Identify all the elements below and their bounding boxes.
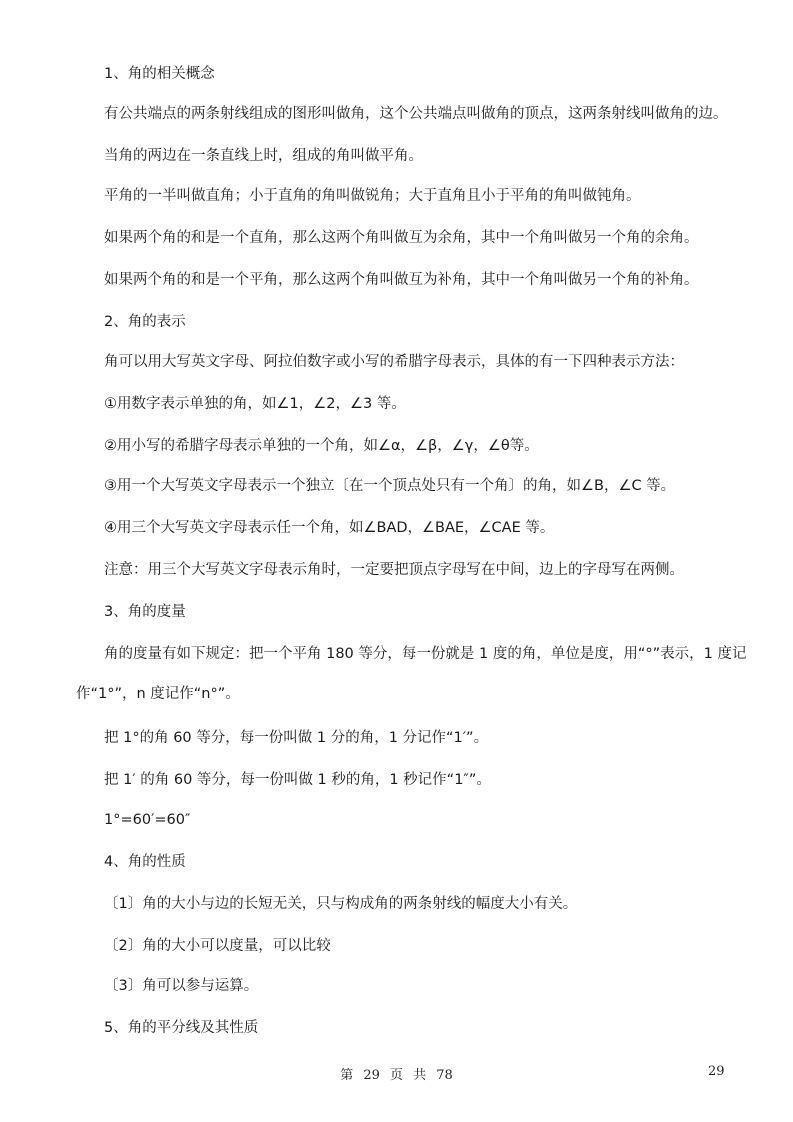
page-footer-label: 第 29 页 共 78 bbox=[340, 1068, 453, 1083]
paragraph-line: 作“1°”，n 度记作“n°”。 bbox=[76, 686, 240, 702]
heading-angle-notation: 2、角的表示 bbox=[104, 314, 186, 330]
list-item: ③用一个大写英文字母表示一个独立〔在一个顶点处只有一个角〕的角，如∠B，∠C 等。 bbox=[104, 478, 676, 494]
paragraph-line: 平角的一半叫做直角；小于直角的角叫做锐角；大于直角且小于平角的角叫做钝角。 bbox=[104, 188, 641, 204]
page-number: 29 bbox=[708, 1064, 725, 1079]
heading-angle-measure: 3、角的度量 bbox=[104, 604, 186, 620]
list-item: ②用小写的希腊字母表示单独的一个角，如∠α，∠β，∠γ，∠θ等。 bbox=[104, 438, 539, 454]
heading-angle-concepts: 1、角的相关概念 bbox=[104, 66, 215, 82]
paragraph-line: 有公共端点的两条射线组成的图形叫做角，这个公共端点叫做角的顶点，这两条射线叫做角的边。 bbox=[104, 106, 728, 122]
list-item: 〔2〕角的大小可以度量，可以比较 bbox=[104, 938, 331, 954]
list-item: ④用三个大写英文字母表示任一个角，如∠BAD，∠BAE，∠CAE 等。 bbox=[104, 520, 555, 536]
list-item: ①用数字表示单独的角，如∠1，∠2，∠3 等。 bbox=[104, 396, 406, 412]
formula-line: 1°=60′=60″ bbox=[104, 812, 191, 828]
list-item: 〔3〕角可以参与运算。 bbox=[104, 978, 259, 994]
paragraph-line: 如果两个角的和是一个平角，那么这两个角叫做互为补角，其中一个角叫做另一个角的补角。 bbox=[104, 272, 699, 288]
heading-angle-properties: 4、角的性质 bbox=[104, 854, 186, 870]
paragraph-line: 把 1′ 的角 60 等分，每一份叫做 1 秒的角，1 秒记作“1″”。 bbox=[104, 772, 491, 788]
heading-angle-bisector: 5、角的平分线及其性质 bbox=[104, 1020, 259, 1036]
paragraph-line: 当角的两边在一条直线上时，组成的角叫做平角。 bbox=[104, 148, 423, 164]
paragraph-line: 把 1°的角 60 等分，每一份叫做 1 分的角，1 分记作“1′”。 bbox=[104, 730, 489, 746]
list-item: 〔1〕角的大小与边的长短无关，只与构成角的两条射线的幅度大小有关。 bbox=[104, 896, 578, 912]
paragraph-line: 角可以用大写英文字母、阿拉伯数字或小写的希腊字母表示，具体的有一下四种表示方法： bbox=[104, 354, 684, 370]
paragraph-line: 角的度量有如下规定：把一个平角 180 等分，每一份就是 1 度的角，单位是度，用“°”表示，1 度记 bbox=[104, 646, 747, 662]
paragraph-line: 如果两个角的和是一个直角，那么这两个角叫做互为余角，其中一个角叫做另一个角的余角。 bbox=[104, 230, 699, 246]
note-line: 注意：用三个大写英文字母表示角时，一定要把顶点字母写在中间，边上的字母写在两侧。 bbox=[104, 562, 684, 578]
